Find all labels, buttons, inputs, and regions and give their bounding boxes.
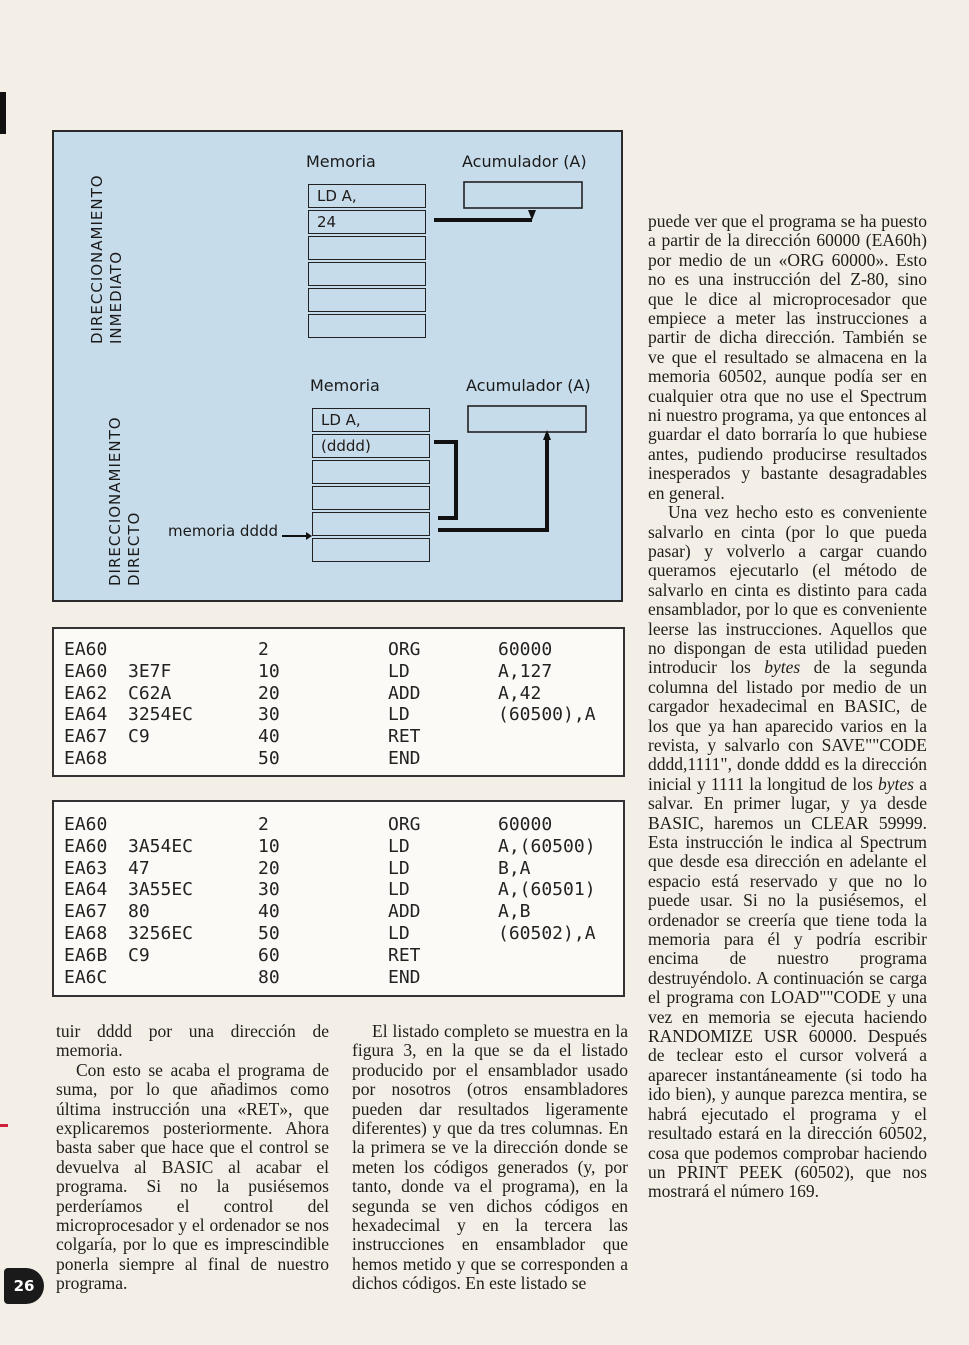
listing-row: EA64 3A55EC 30 LD A,(60501) [64,879,596,901]
listing-row: EA6B C9 60 RET [64,944,421,966]
memory-cell [308,236,426,260]
listing-row: EA60 2 ORG 60000 [64,639,553,660]
memory-cell [312,486,430,510]
paragraph: tuir dddd por una dirección de memoria. [56,1021,329,1061]
mode-label-immediate: DIRECCIONAMIENTO INMEDIATO [88,174,125,344]
accumulator-title-direct: Acumulador (A) [466,376,591,395]
edge-bar [0,92,6,134]
memory-cell [312,512,430,536]
memory-cell: LD A, [312,408,430,432]
edge-mark [0,1124,8,1127]
listing-row: EA68 50 END [64,747,421,769]
memory-title-immediate: Memoria [306,152,376,171]
listing-row: EA60 2 ORG 60000 [64,814,553,835]
accumulator-box-immediate [464,182,582,208]
memory-cell [312,538,430,562]
listing-row: EA6C 80 END [64,966,421,988]
page-number: 26 [4,1268,44,1304]
paragraph: El listado completo se muestra en la figura 3, en la que se da el listado producido por el ensamblador usado por nosotros (otros ensambladores pueden dar resultados ligeramente diferentes) y que da tres columnas. En la primera se ve la dirección donde se meten los códigos generados (y, por tanto, donde va el programa), en la segunda se ven dichos códigos en hexadecimal y en la tercera las instrucciones en ensamblador que hemos metido y que se corresponden a dichos códigos. En este listado se [352,1021,628,1294]
memory-cell: 24 [308,210,426,234]
memory-cell [308,314,426,338]
listing-row: EA62 C62A 20 ADD A,42 [64,682,542,704]
listing-row: EA67 80 40 ADD A,B [64,901,531,923]
accumulator-box-direct [468,406,586,432]
listing-row: EA68 3256EC 50 LD (60502),A [64,922,596,944]
text-column-middle [352,1022,628,1294]
memory-cell [312,460,430,484]
memory-cell: (dddd) [312,434,430,458]
listing-row: EA60 3A54EC 10 LD A,(60500) [64,835,596,857]
paragraph: Con esto se acaba el programa de suma, por lo que añadimos como última instrucción una «RET», que explicaremos posteriormente. Ahora basta saber que hace que el control se devuelva al BASIC al acabar el programa. Si no la pusiésemos perderíamos el control del microprocesador y el ordenador se nos colgaría, por lo que es imprescindible ponerla siempre al final de nuestro programa. [56,1059,329,1294]
text-column-right [648,212,927,1202]
assembly-listing-2 [52,800,625,997]
memory-cell [308,262,426,286]
memory-title-direct: Memoria [310,376,380,395]
listing-row: EA63 47 20 LD B,A [64,857,531,879]
pointer-label: memoria dddd [168,522,279,540]
memory-cell: LD A, [308,184,426,208]
addressing-diagram [52,130,623,602]
listing-row: EA64 3254EC 30 LD (60500),A [64,704,596,726]
assembly-listing-1 [52,627,625,777]
mode-label-direct: DIRECCIONAMIENTO DIRECTO [106,416,143,586]
text-column-left [56,1022,329,1294]
listing-row: EA60 3E7F 10 LD A,127 [64,660,553,682]
listing-row: EA67 C9 40 RET [64,726,421,748]
paragraph: Una vez hecho esto es conveniente salvarlo en cinta (por lo que pueda pasar) y volverlo a cargar cuando queramos ejecutarlo (el método de salvarlo en cinta es distinto para cada ensamblador, por lo que es conveniente leerse las instrucciones. Aquellos que no dispongan de esta utilidad pueden introducir los bytes de la segunda columna del listado por medio de un cargador hexadecimal en BASIC, de los que ya han aparecido varios en la revista, y salvarlo con SAVE""CODE dddd,1111", donde dddd es la dirección inicial y 1111 la longitud de los bytes a salvar. En primer lugar, y ya desde BASIC, haremos un CLEAR 59999. Esta instrucción le indica al Spectrum que desde esa dirección en adelante el espacio está reservado y que no lo puede usar. Si no la pusiésemos, el ordenador se creería que tiene toda la memoria para él y podría escribir encima de nuestro programa destruyéndolo. A continuación se carga el programa con LOAD""CODE y una vez en memoria se ejecuta haciendo RANDOMIZE USR 60000. Después de teclear esto el cursor volverá a aparecer instantáneamente (si todo ha ido bien), y aunque parezca mentira, se habrá ejecutado el programa y el resultado estará en la dirección 60502, cosa que podemos comprobar haciendo un PRINT PEEK (60502), que nos mostrará el número 169. [648,502,927,1202]
bracket-direct [434,442,456,518]
accumulator-title-immediate: Acumulador (A) [462,152,587,171]
paragraph: puede ver que el programa se ha puesto a partir de la dirección 60000 (EA60h) por medio de un «ORG 60000». Esto no es una instrucción del Z-80, sino que le dice al microprocesador que empiece a meter las instrucciones a partir de dicha dirección. También se ve que el resultado se almacena en la memoria 60502, aunque podía ser en cualquier otra que no use el Spectrum ni nuestro programa, ya que entonces al guardar el dato borraría lo que hubiese antes, pudiendo producirse resultados inesperados y bastante desagradables en general. [648,211,927,503]
memory-cell [308,288,426,312]
